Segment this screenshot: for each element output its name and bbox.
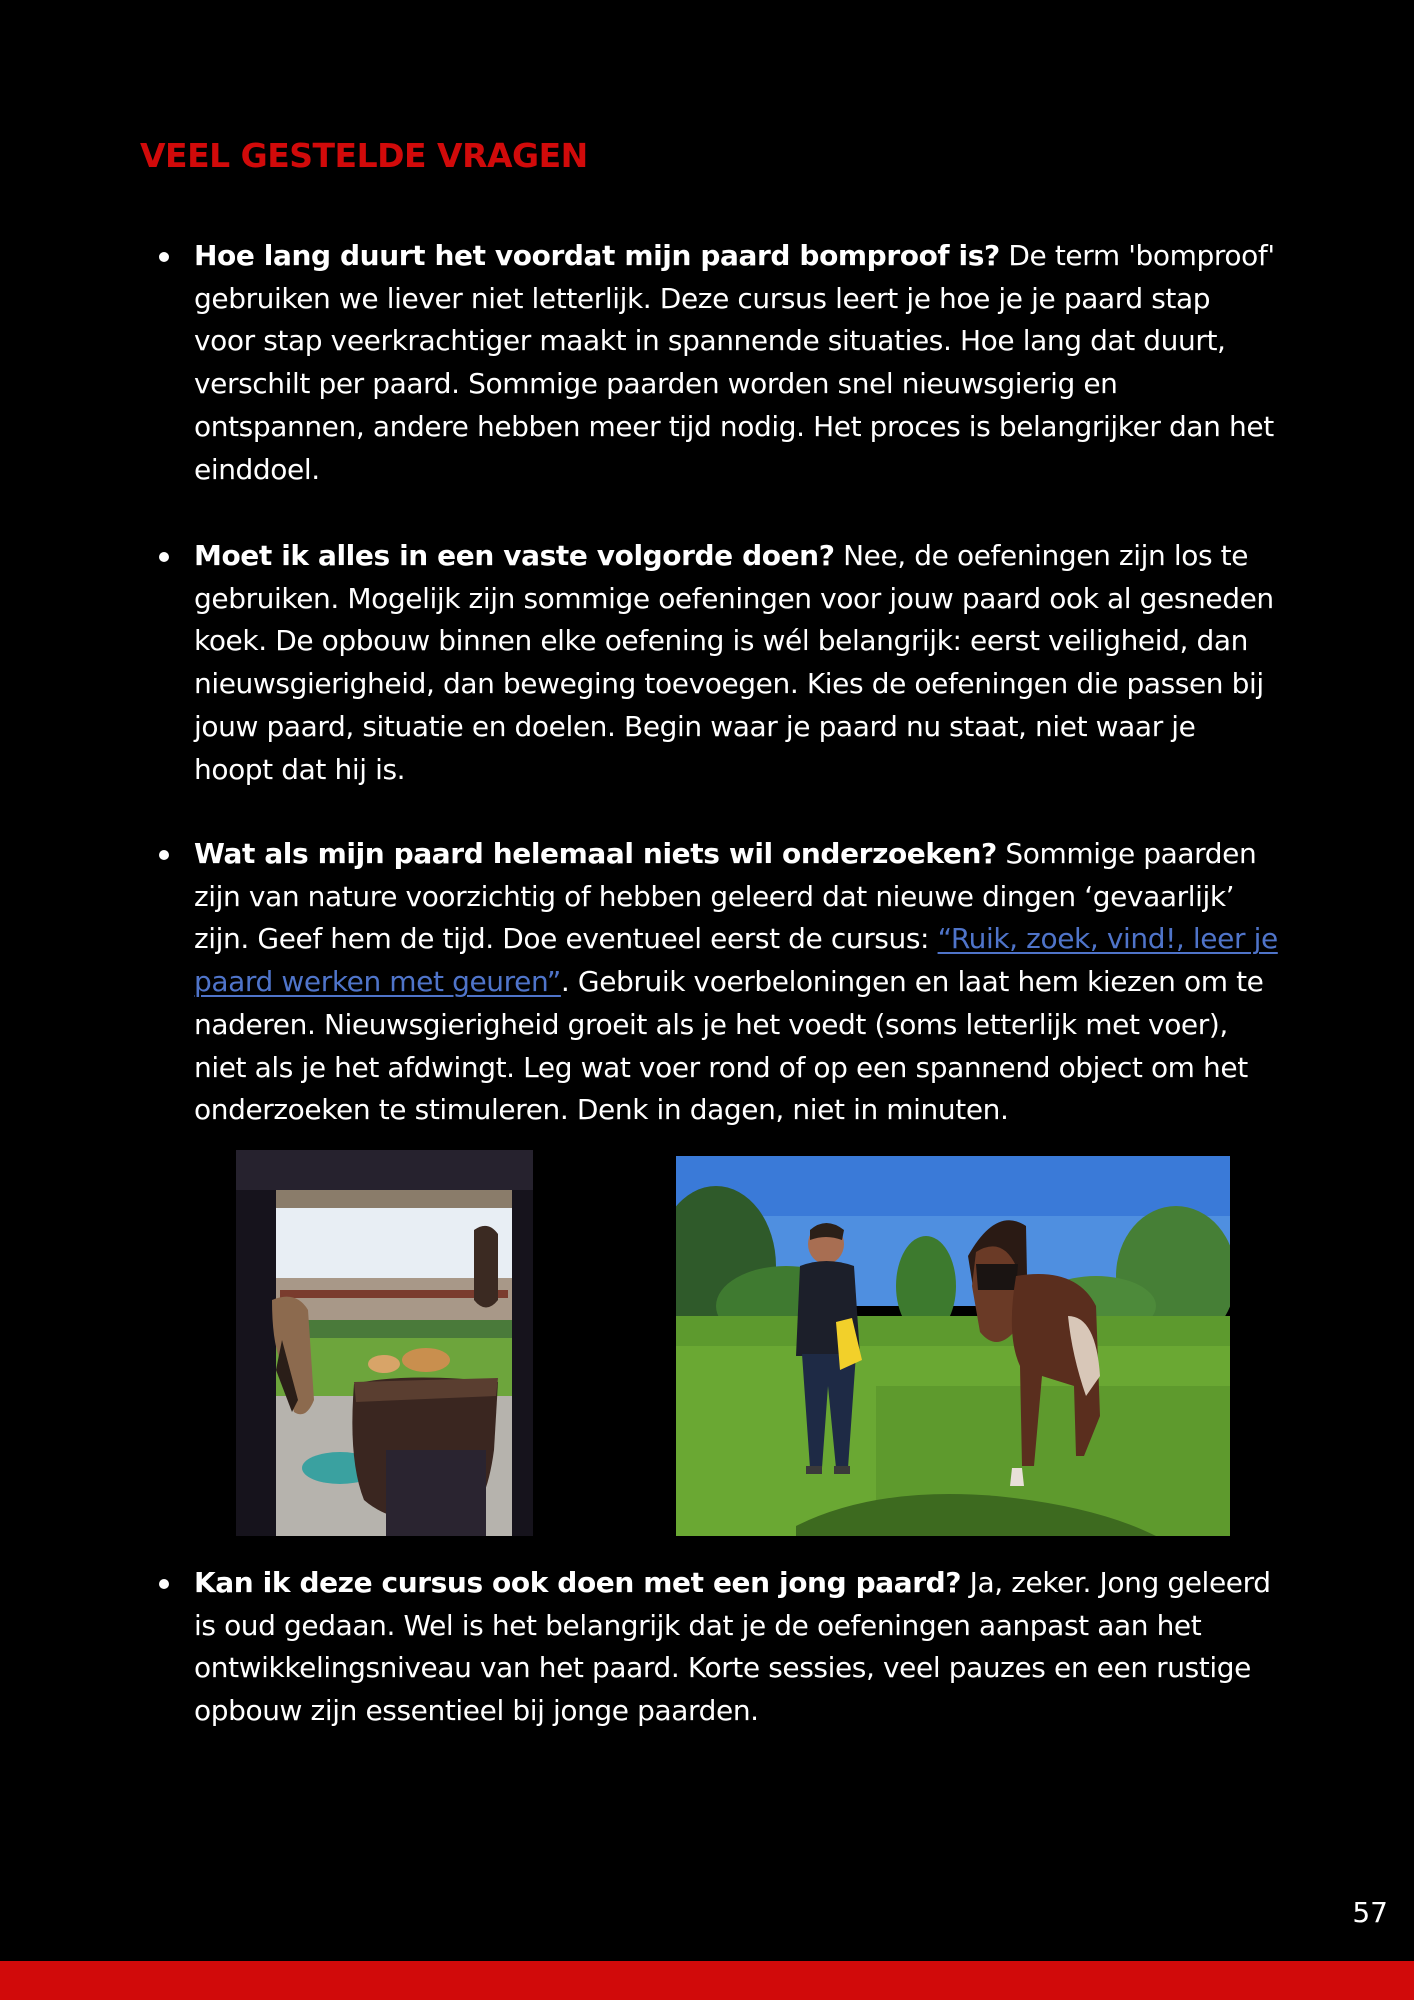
- horse-stable-illustration: [236, 1150, 533, 1536]
- photo-woman-with-horse: [676, 1156, 1230, 1536]
- faq-list: [153, 833, 1278, 1132]
- faq-question: Hoe lang duurt het voordat mijn paard bomproof is?: [194, 239, 1000, 272]
- woman-horse-pasture-illustration: [676, 1156, 1230, 1536]
- faq-question: Kan ik deze cursus ook doen met een jong paard?: [194, 1566, 962, 1599]
- faq-list: [153, 235, 1278, 491]
- faq-answer-part: Sommige paarden zijn van nature voorzichtig of hebben geleerd dat nieuwe dingen ‘gevaarlijk’ zijn. Geef hem de tijd. Doe eventueel eerst de cursus:: [194, 837, 1257, 956]
- footer-bar: [0, 1961, 1414, 2000]
- faq-answer: Ja, zeker. Jong geleerd is oud gedaan. Wel is het belangrijk dat je de oefeningen aanpast aan het ontwikkelingsniveau van het paard. Korte sessies, veel pauzes en een rustige opbouw zijn essentieel bij jonge paarden.: [194, 1566, 1271, 1728]
- faq-answer: Nee, de oefeningen zijn los te gebruiken. Mogelijk zijn sommige oefeningen voor jouw paard ook al gesneden koek. De opbouw binnen elke oefening is wél belangrijk: eerst veiligheid, dan nieuwsgierigheid, dan beweging toevoegen. Kies de oefeningen die passen bij jouw paard, situatie en doelen. Begin waar je paard nu staat, niet waar je hoopt dat hij is.: [194, 539, 1274, 786]
- list-item: [153, 235, 1278, 491]
- bullet-icon: [159, 552, 169, 562]
- bullet-icon: [159, 1579, 169, 1589]
- faq-answer-part: . Gebruik voerbeloningen en laat hem kiezen om te naderen. Nieuwsgierigheid groeit als je het voedt (soms letterlijk met voer), niet als je het afdwingt. Leg wat voer rond of op een spannend object om het onderzoeken te stimuleren. Denk in dagen, niet in minuten.: [194, 965, 1264, 1127]
- faq-list: [153, 535, 1278, 791]
- faq-answer: De term 'bomproof' gebruiken we liever niet letterlijk. Deze cursus leert je hoe je je paard stap voor stap veerkrachtiger maakt in spannende situaties. Hoe lang dat duurt, verschilt per paard. Sommige paarden worden snel nieuwsgierig en ontspannen, andere hebben meer tijd nodig. Het proces is belangrijker dan het einddoel.: [194, 239, 1275, 486]
- list-item: [153, 833, 1278, 1132]
- course-link[interactable]: “Ruik, zoek, vind!, leer je paard werken met geuren”: [194, 922, 1278, 999]
- list-item: [153, 535, 1278, 791]
- faq-list: [153, 1562, 1278, 1733]
- list-item: [153, 1562, 1278, 1733]
- photo-horse-stable: [236, 1150, 533, 1536]
- page-number: 57: [1352, 1896, 1388, 1929]
- faq-question: Wat als mijn paard helemaal niets wil onderzoeken?: [194, 837, 997, 870]
- faq-question: Moet ik alles in een vaste volgorde doen?: [194, 539, 835, 572]
- page-title: VEEL GESTELDE VRAGEN: [140, 136, 588, 175]
- bullet-icon: [159, 850, 169, 860]
- bullet-icon: [159, 252, 169, 262]
